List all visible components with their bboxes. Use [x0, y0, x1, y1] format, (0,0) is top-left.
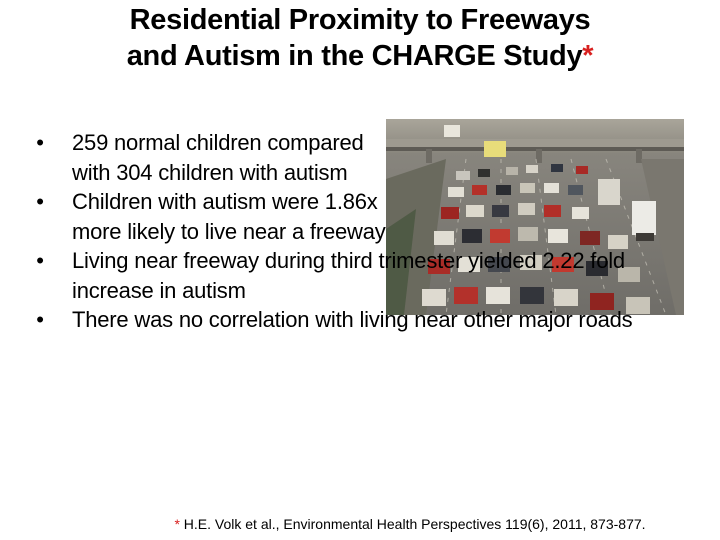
- bullet-item: [30, 187, 392, 246]
- bullet-item: [30, 246, 700, 305]
- bullet-item: [30, 128, 392, 187]
- bullet-text: There was no correlation with living near other major roads: [72, 307, 633, 332]
- bullet-text: 259 normal children compared with 304 children with autism: [72, 130, 364, 185]
- citation-text: H.E. Volk et al., Environmental Health Perspectives 119(6), 2011, 873-877.: [183, 516, 646, 532]
- bullet-dot: •: [36, 130, 44, 155]
- bullet-list: [30, 128, 700, 335]
- bullet-dot: •: [36, 189, 44, 214]
- citation-footnote: [0, 515, 720, 533]
- bullet-dot: •: [36, 248, 44, 273]
- title-line-2: [0, 38, 720, 74]
- bullet-text: Children with autism were 1.86x more likely to live near a freeway: [72, 189, 386, 244]
- title-line-2-text: and Autism in the CHARGE Study: [126, 40, 583, 72]
- title-line-1: Residential Proximity to Freeways: [129, 4, 591, 36]
- slide-title: [0, 2, 720, 74]
- bullet-dot: •: [36, 307, 44, 332]
- bullet-text: Living near freeway during third trimester yielded 2.22 fold increase in autism: [72, 248, 625, 303]
- title-asterisk: *: [582, 40, 594, 72]
- citation-asterisk: *: [174, 516, 180, 532]
- bullet-item: [30, 305, 700, 335]
